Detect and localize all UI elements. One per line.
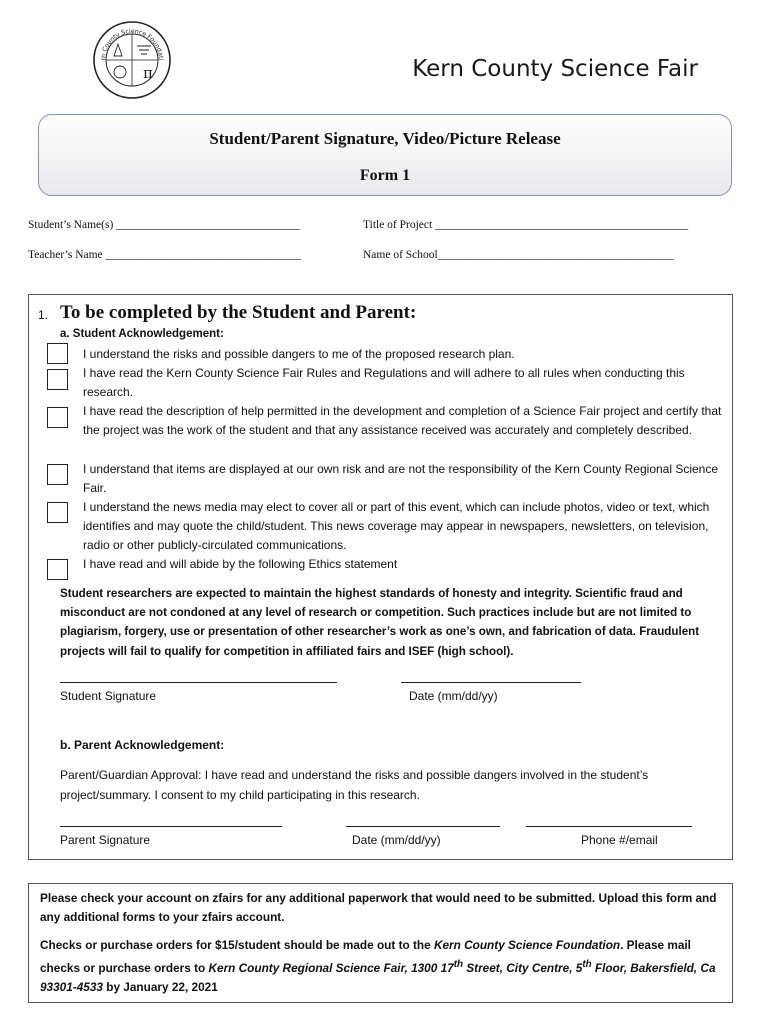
phone-email-label: Phone #/email (581, 833, 658, 847)
student-ack-heading: a. Student Acknowledgement: (60, 328, 224, 340)
title-of-project-field[interactable]: Title of Project ____________________________________________ (363, 219, 689, 231)
form-banner (38, 114, 732, 196)
ack-text-1: I understand the risks and possible dangers to me of the proposed research plan. (83, 347, 515, 361)
form-number: Form 1 (359, 167, 411, 184)
payment-note: Checks or purchase orders for $15/student should be made out to the Kern County Science Foundation. Please mail checks or purchase orders to Kern County Regional Science Fair, 1300 17th Street, City Centre, 5th Floor, Bakersfield, Ca 93301-4533 by January 22, 2021 (40, 938, 716, 994)
teachers-name-field[interactable]: Teacher’s Name __________________________________ (28, 249, 302, 261)
parent-signature-line[interactable] (60, 826, 282, 827)
ack-checkbox-5[interactable] (47, 502, 68, 523)
section-title: To be completed by the Student and Parent: (60, 302, 417, 323)
ack-text-3: I have read the description of help permitted in the development and completion of a Science Fair project and certify that the project was the work of the student and that any assistance received was accurately and completely described. (83, 404, 722, 437)
student-date-line[interactable] (401, 682, 581, 683)
parent-signature-label: Parent Signature (60, 833, 151, 847)
zfairs-note: Please check your account on zfairs for any additional paperwork that would need to be submitted. Upload this form and any additional forms to your zfairs account. (40, 891, 717, 924)
ack-checkbox-6[interactable] (47, 559, 68, 580)
student-date-label: Date (mm/dd/yy) (409, 689, 498, 703)
ack-text-6: I have read and will abide by the following Ethics statement (83, 557, 398, 571)
ack-text-4: I understand that items are displayed at our own risk and are not the responsibility of the Kern County Regional Science Fair. (83, 462, 719, 495)
ack-text-2: I have read the Kern County Science Fair Rules and Regulations and will adhere to all rules when conducting this research. (83, 366, 685, 399)
kern-county-science-foundation-logo (92, 20, 172, 100)
student-signature-line[interactable] (60, 682, 337, 683)
phone-email-line[interactable] (526, 826, 692, 827)
svg-text:Kern County Science Foundation: rn County Science Foundati (99, 27, 165, 61)
ethics-statement: Student researchers are expected to maintain the highest standards of honesty and integrity. Scientific fraud and misconduct are not condoned at any level of research or competition. Such practices include but are not limited to plagiarism, forgery, use or presentation of other researcher’s work as one’s own, and fabrication of data. Fraudulent projects will fail to qualify for competition in affiliated fairs and ISEF (high school). (60, 587, 700, 658)
name-of-school-field[interactable]: Name of School_________________________________________ (363, 249, 674, 261)
section-number: 1. (38, 308, 49, 322)
ack-text-5: I understand the news media may elect to cover all or part of this event, which can include photos, video or text, which identifies and may quote the child/student. This news coverage may appear in newspapers, newsletters, on television, radio or other publicly-circulated communications. (83, 500, 710, 552)
parent-date-label: Date (mm/dd/yy) (352, 833, 441, 847)
ack-checkbox-1[interactable] (47, 343, 68, 364)
svg-text:π: π (143, 64, 153, 82)
students-name-field[interactable]: Student’s Name(s) ________________________________ (28, 219, 301, 231)
ack-checkbox-3[interactable] (47, 407, 68, 428)
parent-ack-heading: b. Parent Acknowledgement: (60, 738, 225, 752)
ack-checkbox-4[interactable] (47, 464, 68, 485)
form-title: Student/Parent Signature, Video/Picture Release (209, 129, 561, 148)
parent-date-line[interactable] (346, 826, 500, 827)
student-signature-label: Student Signature (60, 689, 157, 703)
ack-checkbox-2[interactable] (47, 369, 68, 390)
brand-title: Kern County Science Fair (412, 56, 698, 82)
parent-approval-text: Parent/Guardian Approval: I have read and understand the risks and possible dangers involved in the student’s project/summary. I consent to my child participating in this research. (60, 768, 649, 802)
